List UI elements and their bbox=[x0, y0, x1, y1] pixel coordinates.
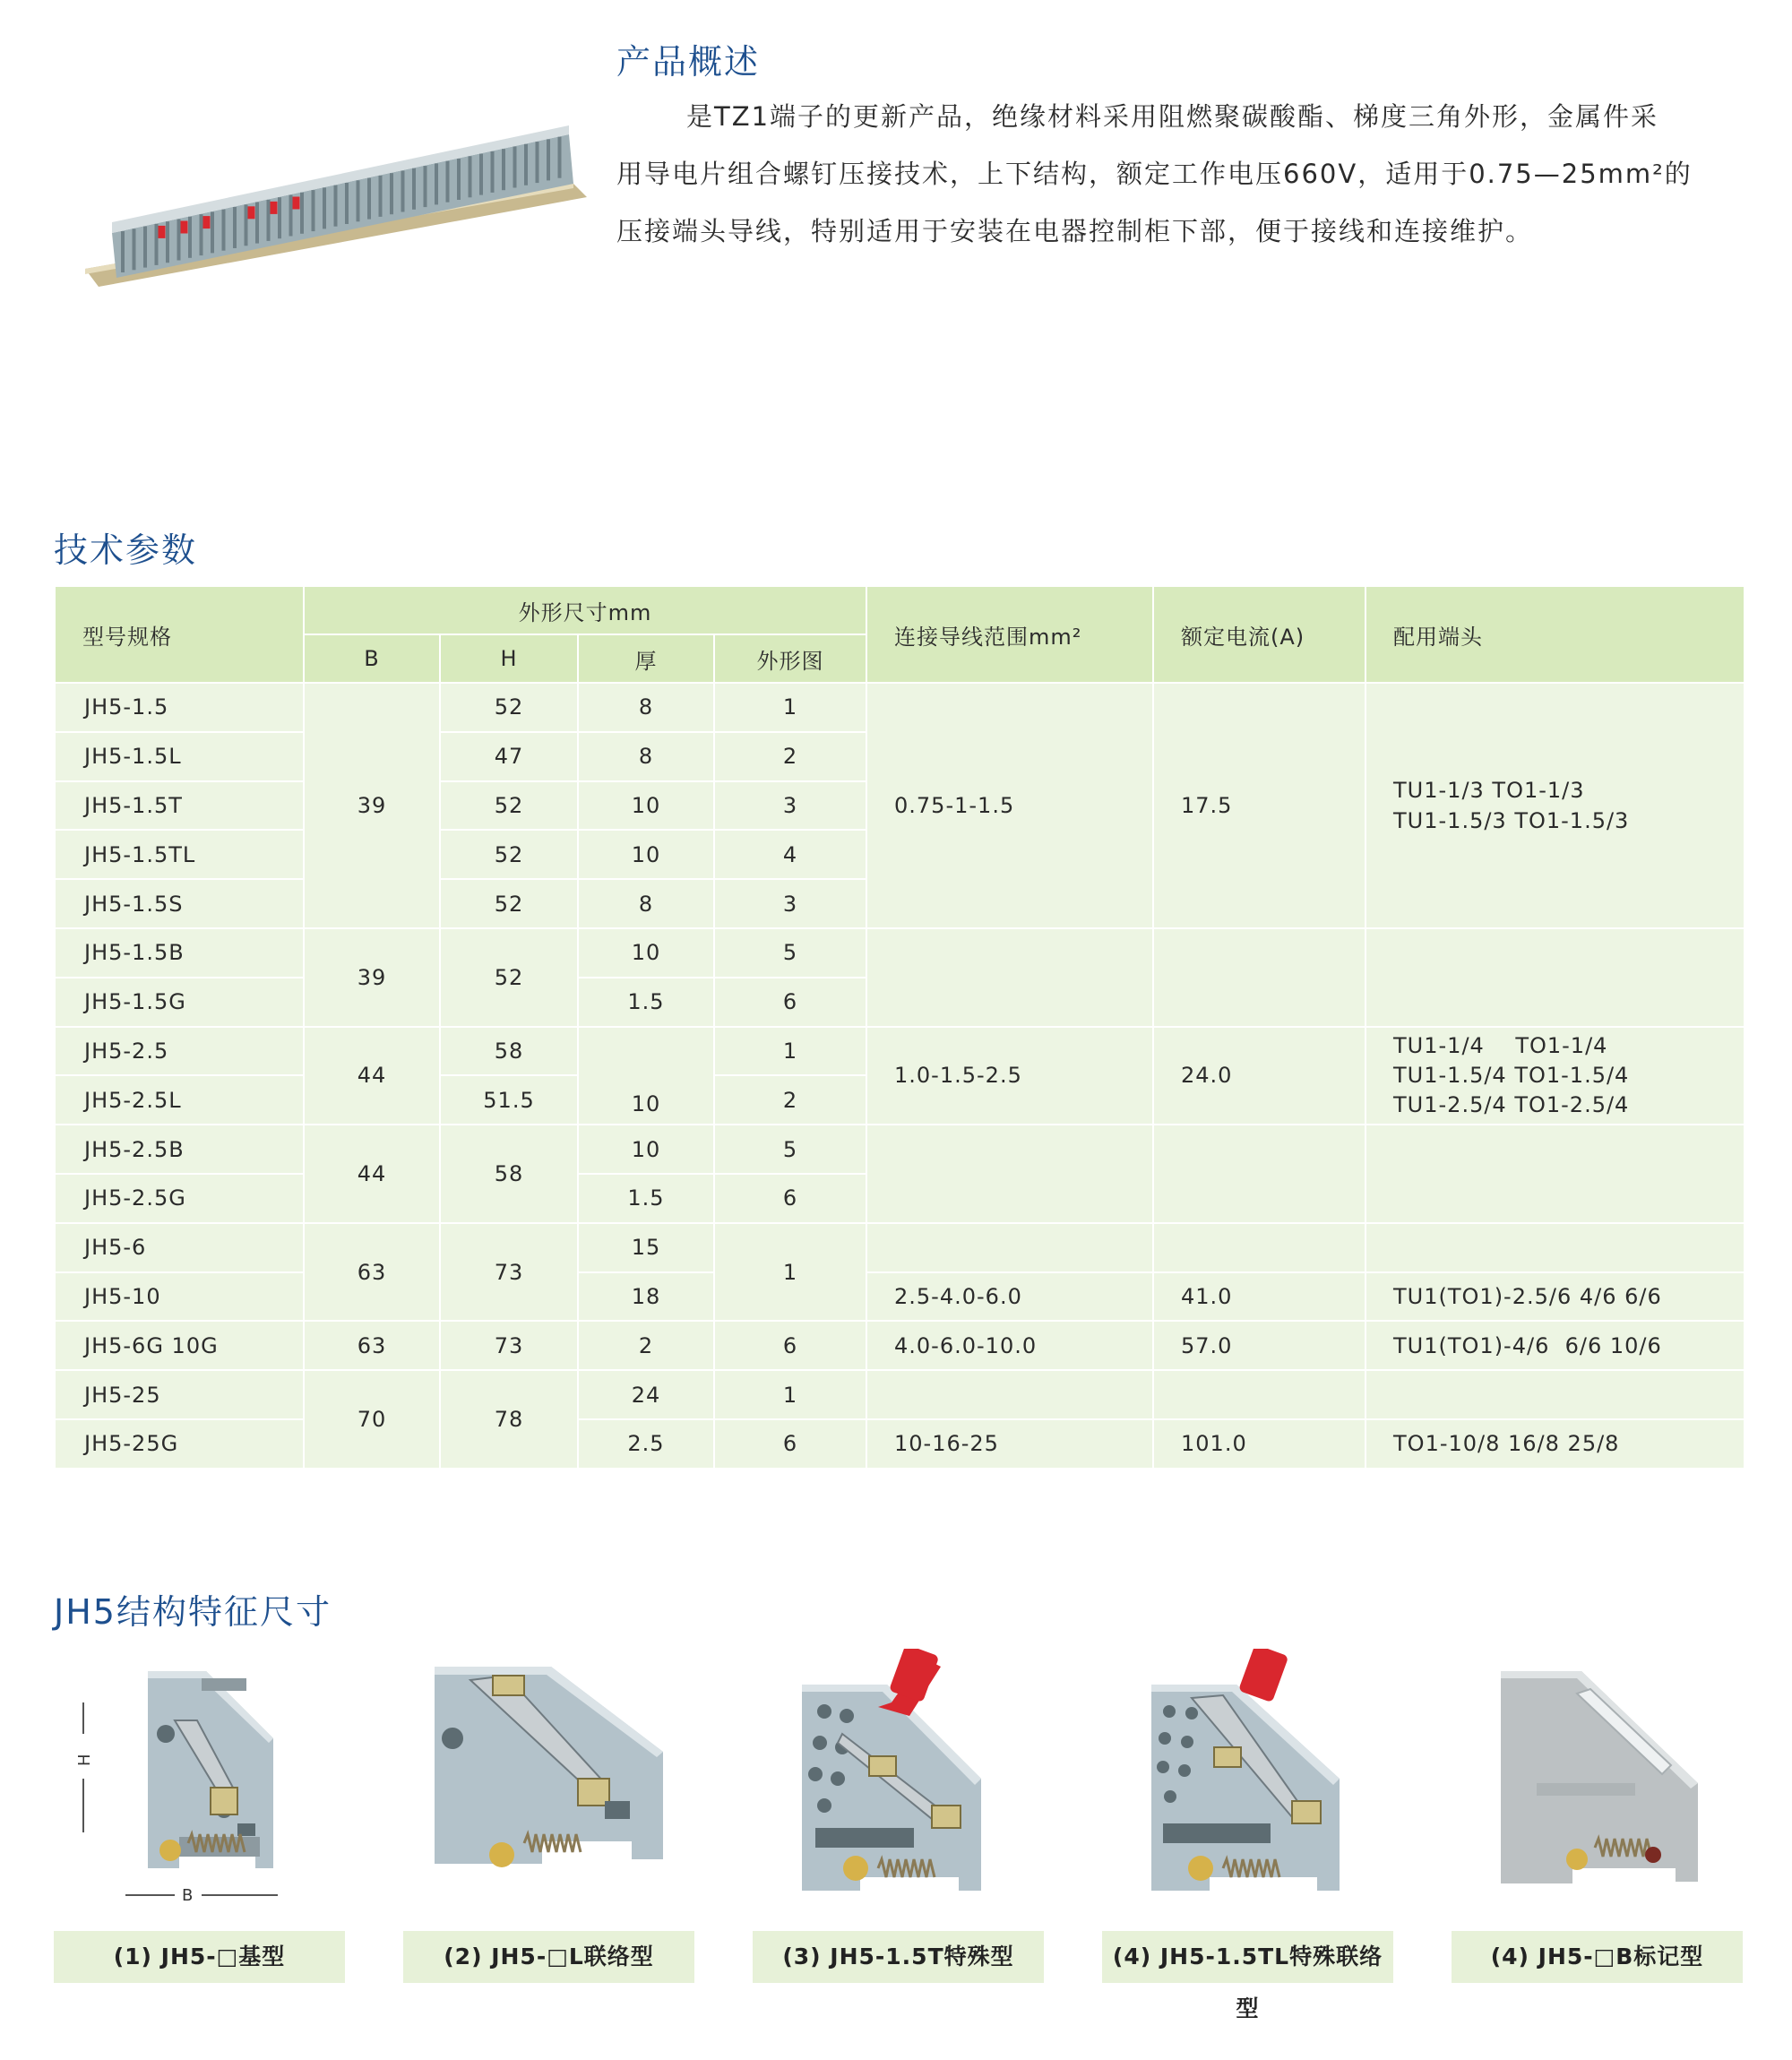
h-cell: 58 bbox=[440, 1125, 578, 1223]
overview-line-1: 是TZ1端子的更新产品，绝缘材料采用阻燃聚碳酸酯、梯度三角外形，金属件采 bbox=[686, 101, 1659, 132]
thickness-cell: 10 bbox=[578, 781, 714, 831]
terminal-cell bbox=[1366, 1027, 1745, 1125]
terminal-cell: TO1-10/8 16/8 25/8 bbox=[1366, 1419, 1745, 1469]
caption-special-type: (3) JH5-1.5T特殊型 bbox=[753, 1931, 1044, 1983]
b-cell: 39 bbox=[304, 928, 440, 1027]
model-cell: JH5-1.5S bbox=[55, 879, 304, 928]
figure-cell: 2 bbox=[714, 732, 866, 781]
h-cell: 51.5 bbox=[440, 1075, 578, 1125]
thickness-cell: 2.5 bbox=[578, 1419, 714, 1469]
header-thickness: 厚 bbox=[578, 634, 714, 683]
dim-label-h: H bbox=[76, 1754, 94, 1766]
figure-cell: 5 bbox=[714, 928, 866, 978]
model-cell: JH5-2.5B bbox=[55, 1125, 304, 1174]
terminal-line: TU1-1/3 TO1-1/3 bbox=[1393, 777, 1585, 803]
figure-cell: 1 bbox=[714, 1370, 866, 1419]
product-image bbox=[85, 99, 587, 309]
thickness-cell: 10 bbox=[578, 1125, 714, 1174]
current-cell-empty bbox=[1153, 1125, 1366, 1223]
thickness-cell: 10 bbox=[578, 928, 714, 978]
h-cell: 47 bbox=[440, 732, 578, 781]
h-cell: 52 bbox=[440, 781, 578, 831]
terminal-cell: TU1(TO1)-4/6 6/6 10/6 bbox=[1366, 1321, 1745, 1370]
model-cell: JH5-6G 10G bbox=[55, 1321, 304, 1370]
figure-cell: 1 bbox=[714, 683, 866, 732]
overview-title: 产品概述 bbox=[616, 42, 761, 82]
wire-range-cell-empty bbox=[866, 1370, 1153, 1419]
b-cell: 70 bbox=[304, 1370, 440, 1469]
h-cell: 73 bbox=[440, 1321, 578, 1370]
thickness-cell: 8 bbox=[578, 732, 714, 781]
h-cell: 78 bbox=[440, 1370, 578, 1469]
figure-special-type bbox=[788, 1649, 1008, 1909]
wire-range-cell: 0.75-1-1.5 bbox=[866, 683, 1153, 928]
thickness-cell: 1.5 bbox=[578, 978, 714, 1027]
figure-cell: 6 bbox=[714, 1321, 866, 1370]
terminal-line: TU1-1/4 TO1-1/4 bbox=[1393, 1032, 1608, 1058]
thickness-cell: 8 bbox=[578, 683, 714, 732]
terminal-line: TU1-2.5/4 TO1-2.5/4 bbox=[1393, 1091, 1630, 1117]
figure-cell: 1 bbox=[714, 1223, 866, 1322]
thickness-cell: 24 bbox=[578, 1370, 714, 1419]
current-cell: 17.5 bbox=[1153, 683, 1366, 928]
caption-basic-type: (1) JH5-□基型 bbox=[54, 1931, 345, 1983]
figure-cell: 5 bbox=[714, 1125, 866, 1174]
wire-range-cell-empty bbox=[866, 928, 1153, 1027]
terminal-cell-empty bbox=[1366, 928, 1745, 1027]
model-cell: JH5-1.5 bbox=[55, 683, 304, 732]
model-cell: JH5-2.5G bbox=[55, 1174, 304, 1223]
current-cell-empty bbox=[1153, 1370, 1366, 1419]
figure-cell: 4 bbox=[714, 830, 866, 879]
figure-cell: 6 bbox=[714, 1419, 866, 1469]
figure-special-link-type bbox=[1138, 1649, 1362, 1909]
tech-title: 技术参数 bbox=[54, 530, 198, 570]
terminal-line: TU1-1.5/4 TO1-1.5/4 bbox=[1393, 1062, 1630, 1088]
figure-cell: 6 bbox=[714, 978, 866, 1027]
wire-range-cell: 2.5-4.0-6.0 bbox=[866, 1272, 1153, 1322]
wire-range-cell: 1.0-1.5-2.5 bbox=[866, 1027, 1153, 1125]
overview-line-3: 压接端头导线，特别适用于安装在电器控制柜下部，便于接线和连接维护。 bbox=[616, 216, 1534, 246]
h-cell: 52 bbox=[440, 683, 578, 732]
h-cell: 52 bbox=[440, 830, 578, 879]
figure-cell: 1 bbox=[714, 1027, 866, 1076]
h-cell: 52 bbox=[440, 928, 578, 1027]
b-cell: 63 bbox=[304, 1223, 440, 1322]
thickness-cell: 15 bbox=[578, 1223, 714, 1272]
header-model: 型号规格 bbox=[55, 586, 304, 683]
caption-special-link-type: (4) JH5-1.5TL特殊联络型 bbox=[1102, 1931, 1393, 1983]
figure-marker-type bbox=[1492, 1649, 1707, 1909]
terminal-cell-empty bbox=[1366, 1370, 1745, 1419]
thickness-cell: 10 bbox=[578, 830, 714, 879]
model-cell: JH5-1.5G bbox=[55, 978, 304, 1027]
model-cell: JH5-6 bbox=[55, 1223, 304, 1272]
header-terminal: 配用端头 bbox=[1366, 586, 1745, 683]
caption-link-type: (2) JH5-□L联络型 bbox=[403, 1931, 694, 1983]
header-h: H bbox=[440, 634, 578, 683]
current-cell: 101.0 bbox=[1153, 1419, 1366, 1469]
model-cell: JH5-10 bbox=[55, 1272, 304, 1322]
h-cell: 58 bbox=[440, 1027, 578, 1076]
model-cell: JH5-1.5T bbox=[55, 781, 304, 831]
wire-range-cell-empty bbox=[866, 1223, 1153, 1272]
thickness-cell: 1.5 bbox=[578, 1174, 714, 1223]
thickness-cell: 18 bbox=[578, 1272, 714, 1322]
model-cell: JH5-25 bbox=[55, 1370, 304, 1419]
caption-marker-type: (4) JH5-□B标记型 bbox=[1452, 1931, 1743, 1983]
model-cell: JH5-2.5L bbox=[55, 1075, 304, 1125]
b-cell: 63 bbox=[304, 1321, 440, 1370]
header-b: B bbox=[304, 634, 440, 683]
model-cell: JH5-1.5L bbox=[55, 732, 304, 781]
current-cell: 41.0 bbox=[1153, 1272, 1366, 1322]
terminal-cell: TU1(TO1)-2.5/6 4/6 6/6 bbox=[1366, 1272, 1745, 1322]
thickness-cell: 10 bbox=[578, 1027, 714, 1125]
figure-cell: 3 bbox=[714, 781, 866, 831]
thickness-cell: 8 bbox=[578, 879, 714, 928]
model-cell: JH5-2.5 bbox=[55, 1027, 304, 1076]
h-cell: 52 bbox=[440, 879, 578, 928]
model-cell: JH5-1.5B bbox=[55, 928, 304, 978]
overview-text bbox=[616, 88, 1745, 260]
wire-range-cell: 4.0-6.0-10.0 bbox=[866, 1321, 1153, 1370]
structure-title: JH5结构特征尺寸 bbox=[54, 1592, 332, 1632]
figure-cell: 6 bbox=[714, 1174, 866, 1223]
dim-label-b: B bbox=[182, 1886, 194, 1905]
terminal-cell-empty bbox=[1366, 1223, 1745, 1272]
wire-range-cell: 10-16-25 bbox=[866, 1419, 1153, 1469]
b-cell: 44 bbox=[304, 1027, 440, 1125]
figure-cell: 3 bbox=[714, 879, 866, 928]
spec-table bbox=[54, 585, 1745, 1470]
b-cell: 39 bbox=[304, 683, 440, 928]
header-dimensions: 外形尺寸mm bbox=[304, 586, 866, 634]
b-cell: 44 bbox=[304, 1125, 440, 1223]
figure-basic-type bbox=[76, 1653, 309, 1913]
header-wire-range: 连接导线范围mm² bbox=[866, 586, 1153, 683]
terminal-cell-empty bbox=[1366, 1125, 1745, 1223]
current-cell: 24.0 bbox=[1153, 1027, 1366, 1125]
overview-line-2: 用导电片组合螺钉压接技术，上下结构，额定工作电压660V，适用于0.75—25mm²的 bbox=[616, 159, 1693, 189]
terminal-cell bbox=[1366, 683, 1745, 928]
h-cell: 73 bbox=[440, 1223, 578, 1322]
terminal-line: TU1-1.5/3 TO1-1.5/3 bbox=[1393, 807, 1630, 833]
current-cell: 57.0 bbox=[1153, 1321, 1366, 1370]
current-cell-empty bbox=[1153, 1223, 1366, 1272]
header-rated-current: 额定电流(A) bbox=[1153, 586, 1366, 683]
thickness-cell: 2 bbox=[578, 1321, 714, 1370]
figure-cell: 2 bbox=[714, 1075, 866, 1125]
figure-link-type bbox=[426, 1653, 681, 1904]
current-cell-empty bbox=[1153, 928, 1366, 1027]
wire-range-cell-empty bbox=[866, 1125, 1153, 1223]
model-cell: JH5-1.5TL bbox=[55, 830, 304, 879]
header-figure: 外形图 bbox=[714, 634, 866, 683]
model-cell: JH5-25G bbox=[55, 1419, 304, 1469]
